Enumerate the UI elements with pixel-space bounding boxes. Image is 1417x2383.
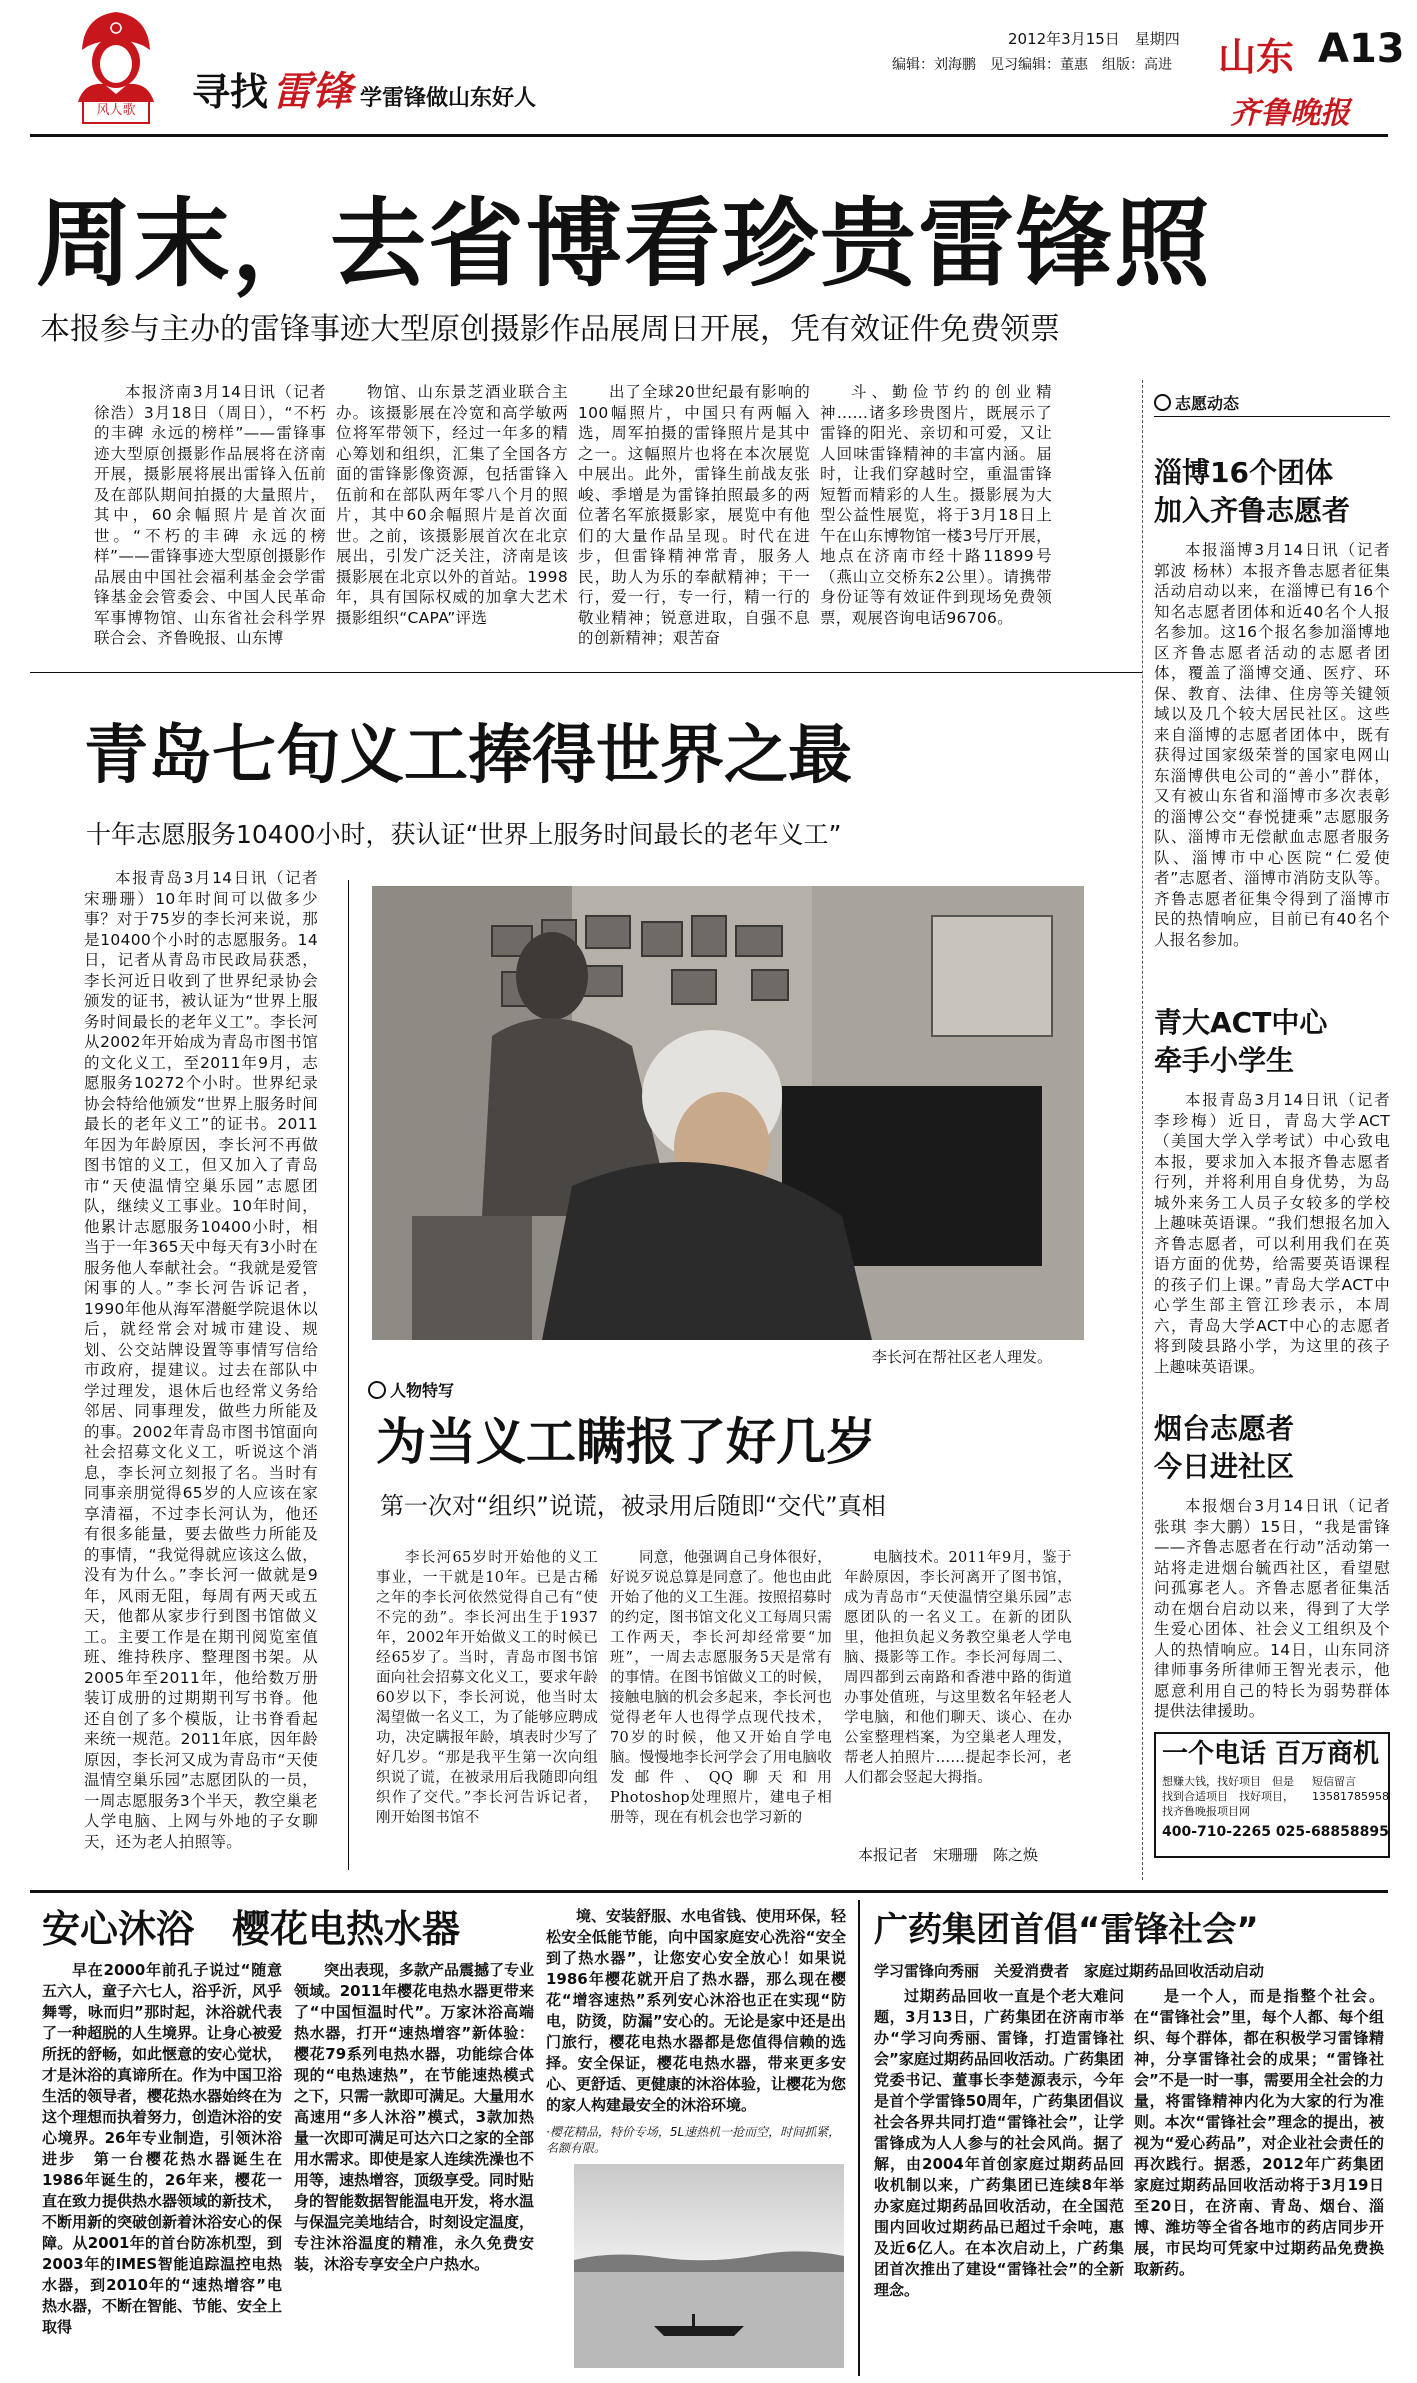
qingdao-column-divider <box>348 880 349 1870</box>
classified-ad-phone: 400-710-2265 025-68858895 <box>1162 1824 1389 1840</box>
sidebar-story1-title: 淄博16个团体 加入齐鲁志愿者 <box>1154 456 1351 527</box>
paper-name: 齐鲁晚报 <box>1230 96 1350 131</box>
feature-column-3: 电脑技术。2011年9月，鉴于年龄原因，李长河离开了图书馆，成为青岛市“天使温情空巢乐园”志愿团队的一名义工。在新的团队里，他担负起义务教空巢老人学电脑、摄影等工作。李长河每周二、周四都到云南路和香港中路的街道办事处值班，与这里数名年轻老人学电脑，和他们聊天、谈心、在办公室整理档案，为空巢老人理发，帮老人拍照片……提起李长河，老人们都会竖起大拇指。 <box>844 1550 1072 1786</box>
lead-column-1: 本报济南3月14日讯（记者 徐浩）3月18日（周日），“不朽的丰碑 永远的榜样”——雷锋事迹大型原创摄影作品展将在济南开展，摄影展将展出雷锋入伍前及在部队期间拍摄的大量照片，其中，60余幅照片是首次面世。“不朽的丰碑 永远的榜样”——雷锋事迹大型原创摄影作品展由中国社会福利基金会学雷锋基金会管委会、中国人民革命军事博物馆、山东省社会科学界联合会、齐鲁晚报、山东博 <box>94 383 326 647</box>
volunteer-haircut-photo <box>372 886 1084 1340</box>
lead-column-3: 出了全球20世纪最有影响的100幅照片，中国只有两幅入选，周军拍摄的雷锋照片是其中之一。这幅照片也将在本次展览中展出。此外，雷锋生前战友张峻、季增是为雷锋拍照最多的两位著名军旅摄影家，展览中有他们的大量作品呈现。时代在进步，但雷锋精神常青，服务人民，助人为乐的奉献精神；干一行，爱一行，专一行，精一行的敬业精神；锐意进取，自强不息的创新精神；艰苦奋 <box>578 383 810 647</box>
photo-caption: 李长河在帮社区老人理发。 <box>872 1348 1053 1366</box>
lead-subhead: 本报参与主办的雷锋事迹大型原创摄影作品展周日开展，凭有效证件免费领票 <box>40 312 1060 347</box>
column-title-a: 寻找 <box>192 70 269 114</box>
sidebar-story1-text: 本报淄博3月14日讯（记者 郭波 杨林）本报齐鲁志愿者征集活动启动以来，在淄博已有16个知名志愿者团体和近40名个人报名参加。这16个报名参加淄博地区齐鲁志愿者活动的志愿者团体，覆盖了淄博交通、医疗、环保、教育、法律、住房等关键领域以及几个较大居民社区。这些来自淄博的志愿者团体中，既有获得过国家级荣誉的国家电网山东淄博供电公司的“善小”群体，又有被山东省和淄博市多次表彰的淄博公交“春悦捷乘”志愿服务队、淄博市无偿献血志愿者服务队、淄博市中心医院“仁爱使者”志愿者、淄博市消防支队等。齐鲁志愿者征集令得到了淄博市民的热情响应，目前已有40名个人报名参加。 <box>1154 541 1390 949</box>
feature-column-1: 李长河65岁时开始他的义工事业，一干就是10年。已是古稀之年的李长河依然觉得自己有“使不完的劲”。李长河出生于1937年，2002年开始做义工的时候已经65岁了。当时，青岛市图书馆面向社会招募文化义工，要求年龄60岁以下，李长河说，他当时太渴望做一名义工，为了能够应聘成功，决定瞒报年龄，填表时少写了好几岁。“那是我平生第一次向组织说了谎，在被录用后我随即向组织作了交代。”李长河告诉记者，刚开始图书馆不 <box>376 1550 598 1826</box>
sakura-ad-column-3: 境、安装舒服、水电省钱、使用环保，轻松安全低能节能，向中国家庭安心洗浴“安全到了热水器”，让您安心安全放心！如果说1986年樱花就开启了热水器，那么现在樱花“增容速热”系列安心沐浴也正在实现“防电，防烫，防漏”安心的。无论是家中还是出门旅行，樱花电热水器都是您值得信赖的选择。安全保证，樱花电热水器，带来更多安心、更舒适、更健康的沐浴体验，让樱花为您的家人构建最安全的沐浴环境。 <box>546 1907 846 2114</box>
feature-tag <box>368 1378 454 1401</box>
sakura-ad-column-2: 突出表现，多款产品震撼了专业领域。2011年樱花电热水器更带来了“中国恒温时代”。万家沐浴高端热水器，打开“速热增容”新体验：樱花79系列电热水器，功能综合体现的“电热速热”，在节能速热模式之下，只需一款即可满足。大量用水高速用“多人沐浴”模式，3款加热量一次即可满足可达六口之家的全部用水需求。即使是家人连续洗澡也不用等，速热增容，顶级享受。同时贴身的智能数据智能温电开发，将水温与保温完美地结合，时刻设定温度，专注沐浴温度的精准，永久免费安装，沐浴专享安全户户热水。 <box>294 1961 534 2273</box>
lead-bottom-rule <box>30 672 1142 673</box>
sakura-ad-column-1: 早在2000年前孔子说过“随意五六人，童子六七人，浴乎沂，风乎舞雩，咏而归”那时起，沐浴就代表了一种超脱的人生境界。让身心被爱所抚的舒畅，如此惬意的安心觉状，才是沐浴的真谛所在。作为中国卫浴生活的领导者，樱花热水器始终在为这个理想而执着努力，创造沐浴的安心境界。26年专业制造，引领沐浴进步 第一台樱花热水器诞生在1986年诞生的，26年来，樱花一直在致力提供热水器领域的新技术，不断用新的突破创新着沐浴安心的保障。从2001年的首台防冻机型，到2003年的IMES智能追踪温控电热水器，到2010年的“速热增容”电热水器，不断在智能、节能、安全上取得 <box>42 1961 282 2336</box>
feature-tag-label: 人物特写 <box>390 1381 455 1400</box>
page-number: A13 <box>1318 26 1405 72</box>
section-name: 山东 <box>1218 35 1295 79</box>
sidebar <box>1154 390 1390 1880</box>
sidebar-divider <box>1142 380 1143 1880</box>
sidebar-story3-title: 烟台志愿者 今日进社区 <box>1154 1412 1295 1483</box>
feature-subhead: 第一次对“组织”说谎，被录用后随即“交代”真相 <box>380 1492 886 1520</box>
classified-ad-body <box>1162 1774 1389 1820</box>
lead-headline: 周末，去省博看珍贵雷锋照 <box>36 188 1212 300</box>
sakura-ad-note: ·樱花精品，特价专场，5L速热机一抢而空，时间抓紧，名额有限。 <box>546 2125 841 2155</box>
sidebar-story2-title: 青大ACT中心 牵手小学生 <box>1154 1006 1328 1077</box>
qingdao-headline: 青岛七旬义工捧得世界之最 <box>84 719 852 793</box>
logo-caption: 风人歌 <box>82 100 150 124</box>
sidebar-story3-text: 本报烟台3月14日讯（记者 张琪 李大鹏）15日，“我是雷锋——齐鲁志愿者在行动”活动第一站将走进烟台毓西社区，看望慰问孤寡老人。齐鲁志愿者征集活动在烟台启动以来，得到了大学生爱心团体、社会义工组织及个人的热情响应。14日，山东同济律师事务所律师王智光表示，他愿意利用自己的特长为弱势群体提供法律援助。 <box>1154 1497 1390 1720</box>
lei-feng-portrait-logo <box>64 6 168 104</box>
qingdao-left-column: 本报青岛3月14日讯（记者 宋珊珊）10年时间可以做多少事？对于75岁的李长河来说，那是10400个小时的志愿服务。14日，记者从青岛市民政局获悉，李长河近日收到了世界纪录协会颁发的证书，被认证为“世界上服务时间最长的老年义工”。李长河从2002年开始成为青岛市图书馆的文化义工，至2011年9月，志愿服务10272个小时。世界纪录协会特给他颁发“世界上服务时间最长的老年义工”的证书。2011年因为年龄原因，李长河不再做图书馆的义工，但又加入了青岛市“天使温情空巢乐园”志愿团队，继续义工事业。10年时间，他累计志愿服务10400小时，相当于一年365天中每天有3小时在服务他人奉献社会。“我就是爱管闲事的人。”李长河告诉记者，1990年他从海军潜艇学院退休以后，就经常会对城市建设、规划、公交站牌设置等事情写信给市政府，提建议。过去在部队中学过理发，退休后也经常义务给邻居、同事理发，做些力所能及的事。2002年青岛市图书馆面向社会招募文化义工，听说这个消息，李长河立刻报了名。当时有同事亲朋觉得65岁的人应该在家享清福，不过李长河认为，他还有很多能量，要去做些力所能及的事情，“我觉得就应该这么做，没有为什么。”李长河一做就是9年，风雨无阻，每周有两天或五天，他都从家步行到图书馆做义工。主要工作是在期刊阅览室值班、维持秩序、整理图书架。从2005年至2011年，他给数万册装订成册的过期期刊写书脊。他还自创了多个模版，让书脊看起来统一规范。2011年底，因年龄原因，李长河又成为青岛市“天使温情空巢乐园”志愿团队的一员，一周志愿服务3个半天，教空巢老人学电脑、上网与外地的子女聊天，还为老人拍照等。 <box>84 869 318 1851</box>
lake-boat-image <box>574 2164 844 2368</box>
feature-headline: 为当义工瞒报了好几岁 <box>376 1413 876 1471</box>
column-title <box>192 60 537 115</box>
sidebar-tag-label: 志愿动态 <box>1175 393 1240 413</box>
guangyao-ad-column-2: 是一个人，而是指整个社会。在“雷锋社会”里，每个人都、每个组织、每个群体，都在积极学习雷锋精神，分享雷锋社会的成果；“雷锋社会”不是一时一事，需要用全社会的力量，将雷锋精神内化为大家的行为准则。本次“雷锋社会”理念的提出，被视为“爱心药品”，对企业社会责任的再次践行。据悉，2012年广药集团家庭过期药品回收活动将于3月19日至20日，在济南、青岛、烟台、淄博、潍坊等全省各地市的药店同步开展，市民均可凭家中过期药品免费换取新药。 <box>1134 1987 1384 2278</box>
ads-top-rule <box>30 1890 1388 1893</box>
sakura-heater-ad <box>34 1902 850 2372</box>
feature-tag-icon <box>368 1381 386 1399</box>
feature-byline: 本报记者 宋珊珊 陈之焕 <box>858 1846 1039 1864</box>
classified-ad-right: 短信留言 13581785958 <box>1312 1775 1389 1803</box>
classified-ad-box <box>1154 1732 1390 1858</box>
ads-divider <box>858 1900 860 2376</box>
qingdao-subhead: 十年志愿服务10400小时，获认证“世界上服务时间最长的老年义工” <box>86 820 842 849</box>
sidebar-tag <box>1154 390 1390 414</box>
guangyao-ad-title: 广药集团首倡“雷锋社会” <box>874 1910 1259 1950</box>
sidebar-tag-rule <box>1154 416 1390 417</box>
page-editors: 编辑：刘海鹏 见习编辑：董惠 组版：高进 <box>892 57 1172 73</box>
guangyao-ad-subtitle: 学习雷锋向秀丽 关爱消费者 家庭过期药品回收活动启动 <box>874 1962 1265 1980</box>
classified-ad-title: 一个电话 百万商机 <box>1162 1739 1380 1769</box>
classified-ad-left: 想赚大钱，找好项目 但是找到合适项目 找好项目，找齐鲁晚报项目网 <box>1162 1775 1294 1818</box>
masthead <box>0 0 1417 140</box>
lead-column-2: 物馆、山东景芝酒业联合主办。该摄影展在冷宽和高学敏两位将军带领下，经过一年多的精心筹划和组织，汇集了全国各方面的雷锋影像资源，包括雷锋入伍前和在部队两年零八个月的照片，其中60余幅照片是首次面世。之前，该摄影展首次在北京展出，引发广泛关注，济南是该摄影展在北京以外的首站。1998年，具有国际权威的加拿大艺术摄影组织“CAPA”评选 <box>336 383 568 627</box>
guangyao-ad-column-1: 过期药品回收一直是个老大难问题，3月13日，广药集团在济南市举办“学习向秀丽、雷锋，打造雷锋社会”家庭过期药品回收活动。广药集团党委书记、董事长李楚源表示，今年是首个学雷锋50周年，广药集团倡议社会各界共同打造“雷锋社会”，让学雷锋成为人人参与的社会风尚。据了解，由2004年首创家庭过期药品回收机制以来，广药集团已连续8年举办家庭过期药品回收活动，在全国范围内回收过期药品已超过千余吨，惠及近6亿人。在本次启动上，广药集团首次推出了建设“雷锋社会”的全新理念。 <box>874 1987 1124 2299</box>
column-slogan: 学雷锋做山东好人 <box>360 86 537 111</box>
sakura-ad-title: 安心沐浴 樱花电热水器 <box>42 1907 461 1951</box>
column-title-b: 雷锋 <box>272 68 353 115</box>
sidebar-story2-text: 本报青岛3月14日讯（记者 李珍梅）近日，青岛大学ACT（美国大学入学考试）中心致电本报，要求加入本报齐鲁志愿者行列，并将利用自身优势，为岛城外来务工人员子女较多的学校上趣味英语课。“我们想报名加入齐鲁志愿者，可以利用我们在英语方面的优势，给需要英语课程的孩子们上课。”青岛大学ACT中心学生部主管江珍表示，本周六，青岛大学ACT中心的志愿者将到陵县路小学，为这里的孩子上趣味英语课。 <box>1154 1091 1390 1376</box>
issue-date: 2012年3月15日 星期四 <box>1008 30 1180 48</box>
feature-column-2: 同意，他强调自己身体很好，好说歹说总算是同意了。他也由此开始了他的义工生涯。按照招募时的约定，图书馆文化义工每周只需工作两天，李长河却经常要“加班”，一周去志愿服务5天是常有的事情。在图书馆做义工的时候，接触电脑的机会多起来，李长河也觉得老年人也得学点现代技术，70岁的时候，他又开始自学电脑。慢慢地李长河学会了用电脑收发邮件、QQ聊天和用Photoshop处理照片，建电子相册等，现在有机会也学习新的 <box>610 1550 832 1826</box>
guangyao-ad <box>868 1902 1390 2372</box>
lead-column-4: 斗、勤俭节约的创业精神……诸多珍贵图片，既展示了雷锋的阳光、亲切和可爱，又让人回味雷锋精神的丰富内涵。届时，让我们穿越时空，重温雷锋短暂而精彩的人生。摄影展为大型公益性展览，将于3月18日上午在山东博物馆一楼3号厅开展，地点在济南市经十路11899号（燕山立交桥东2公里）。请携带身份证等有效证件到现场免费领票，观展咨询电话96706。 <box>820 383 1052 627</box>
masthead-rule <box>30 134 1388 137</box>
sidebar-tag-icon <box>1154 394 1171 411</box>
